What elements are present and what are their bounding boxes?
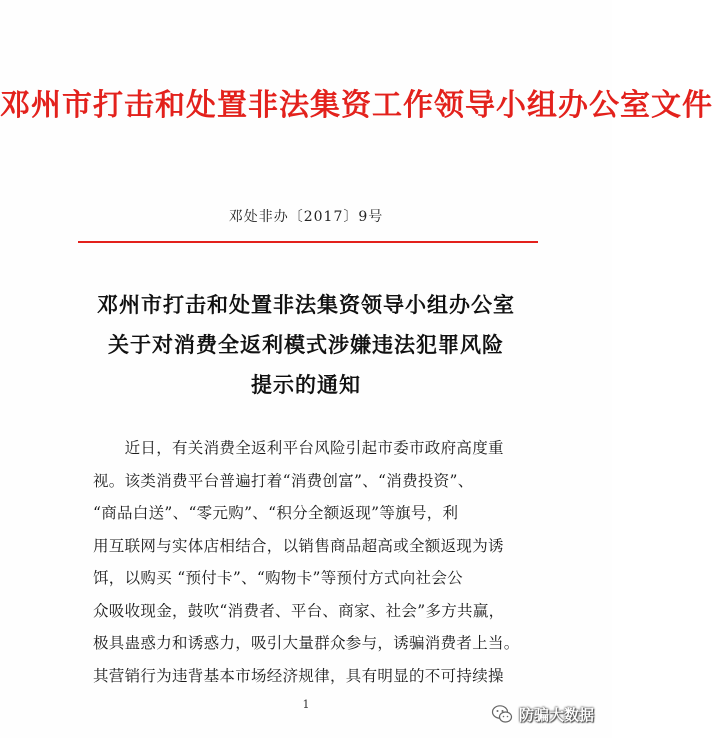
wechat-icon [491,703,513,725]
page-number: 1 [302,698,310,711]
body-text-line: 极具蛊惑力和诱惑力，吸引大量群众参与，诱骗消费者上当。 [93,634,520,652]
document-header-title: 邓州市打击和处置非法集资工作领导小组办公室文件 [0,88,713,123]
body-text-line: 其营销行为违背基本市场经济规律，具有明显的不可持续操 [93,666,504,685]
notice-title [0,285,612,405]
notice-title-line: 关于对消费全返利模式涉嫌违法犯罪风险 [108,332,504,357]
body-text-line: 众吸收现金，鼓吹“消费者、平台、商家、社会”多方共赢， [93,601,505,620]
body-text-line: “商品白送”、“零元购”、“积分全额返现”等旗号，利 [93,504,459,522]
watermark [485,700,600,728]
body-text-line: 用互联网与实体店相结合，以销售商品超高或全额返现为诱 [93,536,504,555]
body-text-line: 视。该类消费平台普遍打着“消费创富”、“消费投资”、 [93,471,474,490]
body-text-line: 近日，有关消费全返利平台风险引起市委市政府高度重 [93,439,504,457]
notice-title-line: 提示的通知 [251,372,361,397]
notice-body [93,432,523,692]
notice-title-line: 邓州市打击和处置非法集资领导小组办公室 [97,292,515,317]
watermark-text: 防骗大数据 [518,705,594,724]
body-text-line: 饵，以购买 “预付卡”、“购物卡”等预付方式向社会公 [93,569,463,587]
red-divider-line [78,241,538,243]
document-number: 邓处非办〔2017〕9号 [228,209,384,225]
